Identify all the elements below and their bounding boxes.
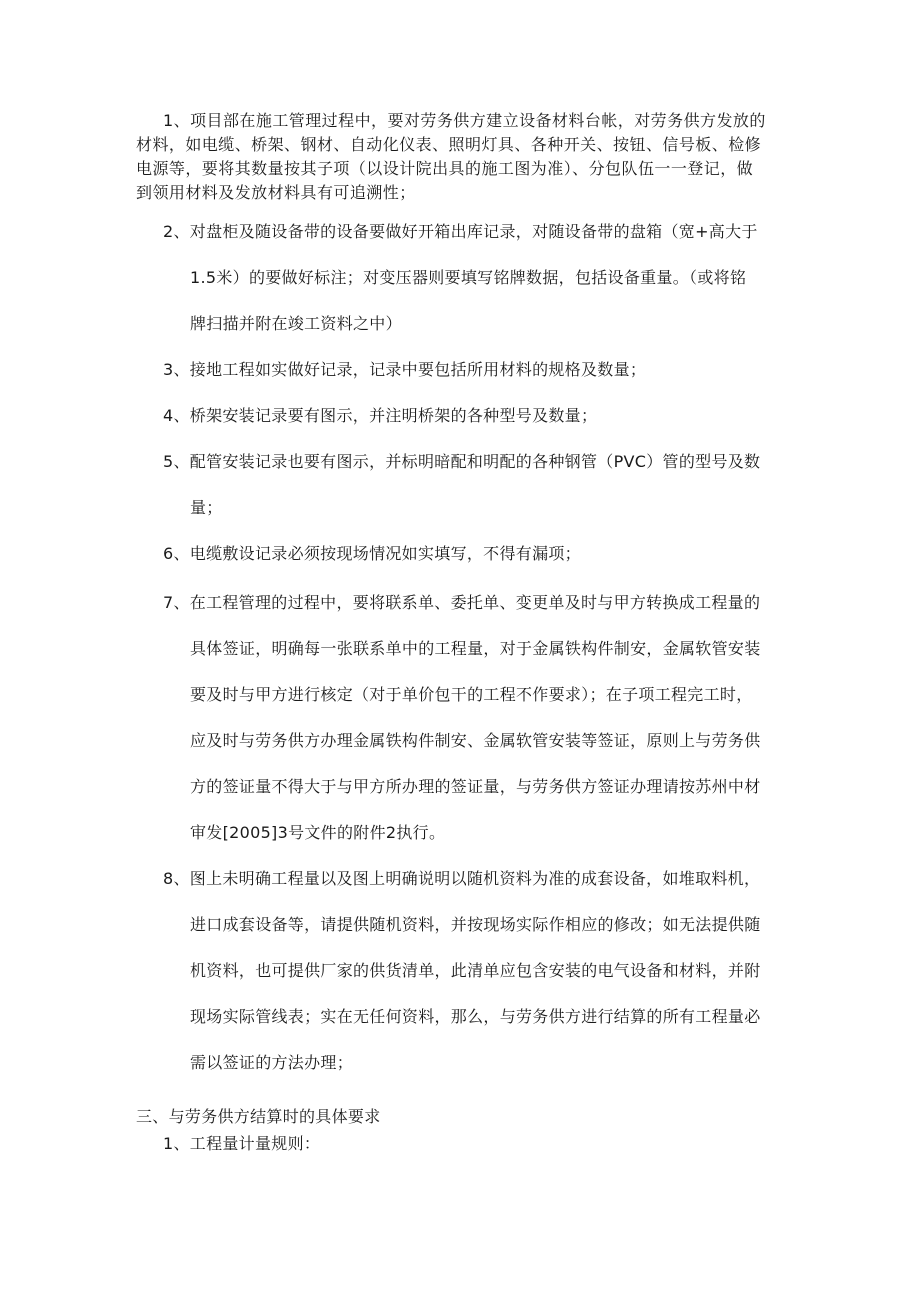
item-8-line-4: 现场实际管线表；实在无任何资料，那么，与劳务供方进行结算的所有工程量必 [190, 1007, 761, 1026]
item-8-line-1: 8、图上未明确工程量以及图上明确说明以随机资料为准的成套设备，如堆取料机， [163, 869, 761, 888]
item-6-line-1: 6、电缆敷设记录必须按现场情况如实填写，不得有漏项； [163, 544, 581, 563]
item-2-line-3: 牌扫描并附在竣工资料之中） [190, 314, 402, 333]
item-7-line-5: 方的签证量不得大于与甲方所办理的签证量，与劳务供方签证办理请按苏州中材 [190, 777, 761, 796]
item-8-line-3: 机资料，也可提供厂家的供货清单，此清单应包含安装的电气设备和材料，并附 [190, 961, 761, 980]
item-5-line-2: 量； [190, 498, 223, 517]
item-8-line-5: 需以签证的方法办理； [190, 1053, 354, 1072]
item-1-line-1: 1、项目部在施工管理过程中，要对劳务供方建立设备材料台帐，对劳务供方发放的 [163, 111, 766, 130]
item-7-line-1: 7、在工程管理的过程中，要将联系单、委托单、变更单及时与甲方转换成工程量的 [163, 593, 761, 612]
item-1-line-4: 到领用材料及发放材料具有可追溯性； [136, 183, 416, 202]
section-3-subheading-1: 1、工程量计量规则： [163, 1134, 321, 1153]
item-4-line-1: 4、桥架安装记录要有图示，并注明桥架的各种型号及数量； [163, 406, 598, 425]
item-2-line-2: 1.5米）的要做好标注；对变压器则要填写铭牌数据，包括设备重量。（或将铭 [190, 268, 747, 287]
section-3-heading: 三、与劳务供方结算时的具体要求 [136, 1107, 381, 1126]
item-5-line-1: 5、配管安装记录也要有图示，并标明暗配和明配的各种钢管（PVC）管的型号及数 [163, 452, 761, 471]
item-8-line-2: 进口成套设备等，请提供随机资料，并按现场实际作相应的修改；如无法提供随 [190, 915, 761, 934]
item-1-line-3: 电源等，要将其数量按其子项（以设计院出具的施工图为准）、分包队伍一一登记，做 [136, 159, 754, 178]
item-7-line-3: 要及时与甲方进行核定（对于单价包干的工程不作要求）；在子项工程完工时， [190, 685, 753, 704]
item-1-line-2: 材料，如电缆、桥架、钢材、自动化仪表、照明灯具、各种开关、按钮、信号板、检修 [136, 135, 762, 154]
item-2-line-1: 2、对盘柜及随设备带的设备要做好开箱出库记录，对随设备带的盘箱（宽+高大于 [163, 222, 758, 241]
item-7-line-6: 审发[2005]3号文件的附件2执行。 [190, 823, 446, 842]
item-7-line-4: 应及时与劳务供方办理金属铁构件制安、金属软管安装等签证，原则上与劳务供 [190, 731, 761, 750]
item-3-line-1: 3、接地工程如实做好记录，记录中要包括所用材料的规格及数量； [163, 360, 647, 379]
item-7-line-2: 具体签证，明确每一张联系单中的工程量，对于金属铁构件制安，金属软管安装 [190, 639, 761, 658]
